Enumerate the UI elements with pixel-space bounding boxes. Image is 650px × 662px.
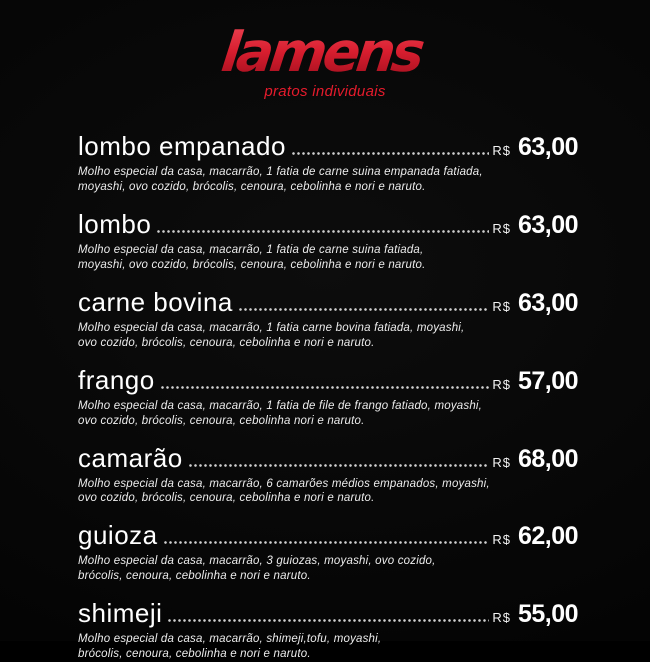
dish-description [78,165,578,195]
dish-price: 57,00 [517,366,578,395]
dish-description [78,321,578,351]
menu-item [78,521,578,584]
dish-name: shimeji [78,598,163,629]
dish-description-line: Molho especial da casa, macarrão, 3 guiozas, moyashi, ovo cozido, [78,555,436,568]
currency-label: R$ [492,298,511,314]
dish-price: 63,00 [517,288,578,317]
dish-name: lombo [78,208,152,239]
currency-label: R$ [492,454,511,470]
dish-description [78,399,578,429]
menu-item [78,599,578,662]
dish-description-line: brócolis, cenoura, cebolinha e nori e naruto. [78,648,311,661]
menu-item-row [78,599,578,629]
dish-description-line: ovo cozido, brócolis, cenoura, cebolinha nori e naruto. [78,414,365,427]
menu-item-row [78,521,578,551]
dish-name: camarão [78,442,183,473]
dotted-leader [239,308,489,311]
dish-price: 63,00 [517,133,578,161]
dish-description [78,554,578,584]
header [0,0,650,100]
dotted-leader [189,464,490,467]
dotted-leader [168,619,489,622]
menu-section-subtitle: pratos individuais [264,83,386,100]
dish-description-line: ovo cozido, brócolis, cenoura, cebolinha e nori e naruto. [78,336,375,349]
dish-price: 63,00 [517,210,578,239]
dish-name: carne bovina [78,286,233,317]
dish-description-line: moyashi, ovo cozido, brócolis, cenoura, cebolinha e nori e naruto. [78,180,426,193]
dish-name: frango [78,364,155,395]
menu-item-row [78,444,578,474]
menu-item-row [78,210,578,240]
dish-name: lombo empanado [78,131,286,161]
menu-item-row [78,288,578,318]
dish-description-line: brócolis, cenoura, cebolinha e nori e naruto. [78,570,311,583]
dish-description [78,477,578,507]
currency-label: R$ [492,143,511,158]
dish-description-line: Molho especial da casa, macarrão, 1 fatia de file de frango fatiado, moyashi, [78,399,483,412]
dish-description-line: Molho especial da casa, macarrão, 6 camarões médios empanados, moyashi, [78,477,490,490]
menu-item-row [78,132,578,162]
dotted-leader [157,230,489,233]
dish-price: 55,00 [517,600,578,629]
dish-description-line: Molho especial da casa, macarrão, 1 fatia de carne suina fatiada, [78,243,424,256]
dish-description-line: moyashi, ovo cozido, brócolis, cenoura, cebolinha e nori e naruto. [78,258,426,271]
dish-description-line: Molho especial da casa, macarrão, 1 fatia carne bovina fatiada, moyashi, [78,321,465,334]
menu-item-row [78,366,578,396]
currency-label: R$ [492,532,511,548]
menu-item [78,366,578,429]
dotted-leader [161,386,490,389]
dish-description-line: Molho especial da casa, macarrão, 1 fatia de carne suina empanada fatiada, [78,166,483,178]
menu-item [78,444,578,507]
dish-name: guioza [78,520,158,551]
currency-label: R$ [492,220,511,236]
dish-price: 62,00 [517,522,578,551]
dish-description [78,243,578,273]
menu-item [78,132,578,195]
menu-item [78,288,578,351]
menu-list [0,100,650,662]
restaurant-logo: lamens [218,25,431,80]
dish-price: 68,00 [517,444,578,473]
currency-label: R$ [492,376,511,392]
dish-description-line: ovo cozido, brócolis, cenoura, cebolinha e nori e naruto. [78,492,375,505]
menu-item [78,210,578,273]
dotted-leader [164,541,490,544]
dotted-leader [292,152,489,155]
currency-label: R$ [492,610,511,626]
dish-description-line: Molho especial da casa, macarrão, shimeji,tofu, moyashi, [78,633,382,646]
dish-description [78,632,578,662]
